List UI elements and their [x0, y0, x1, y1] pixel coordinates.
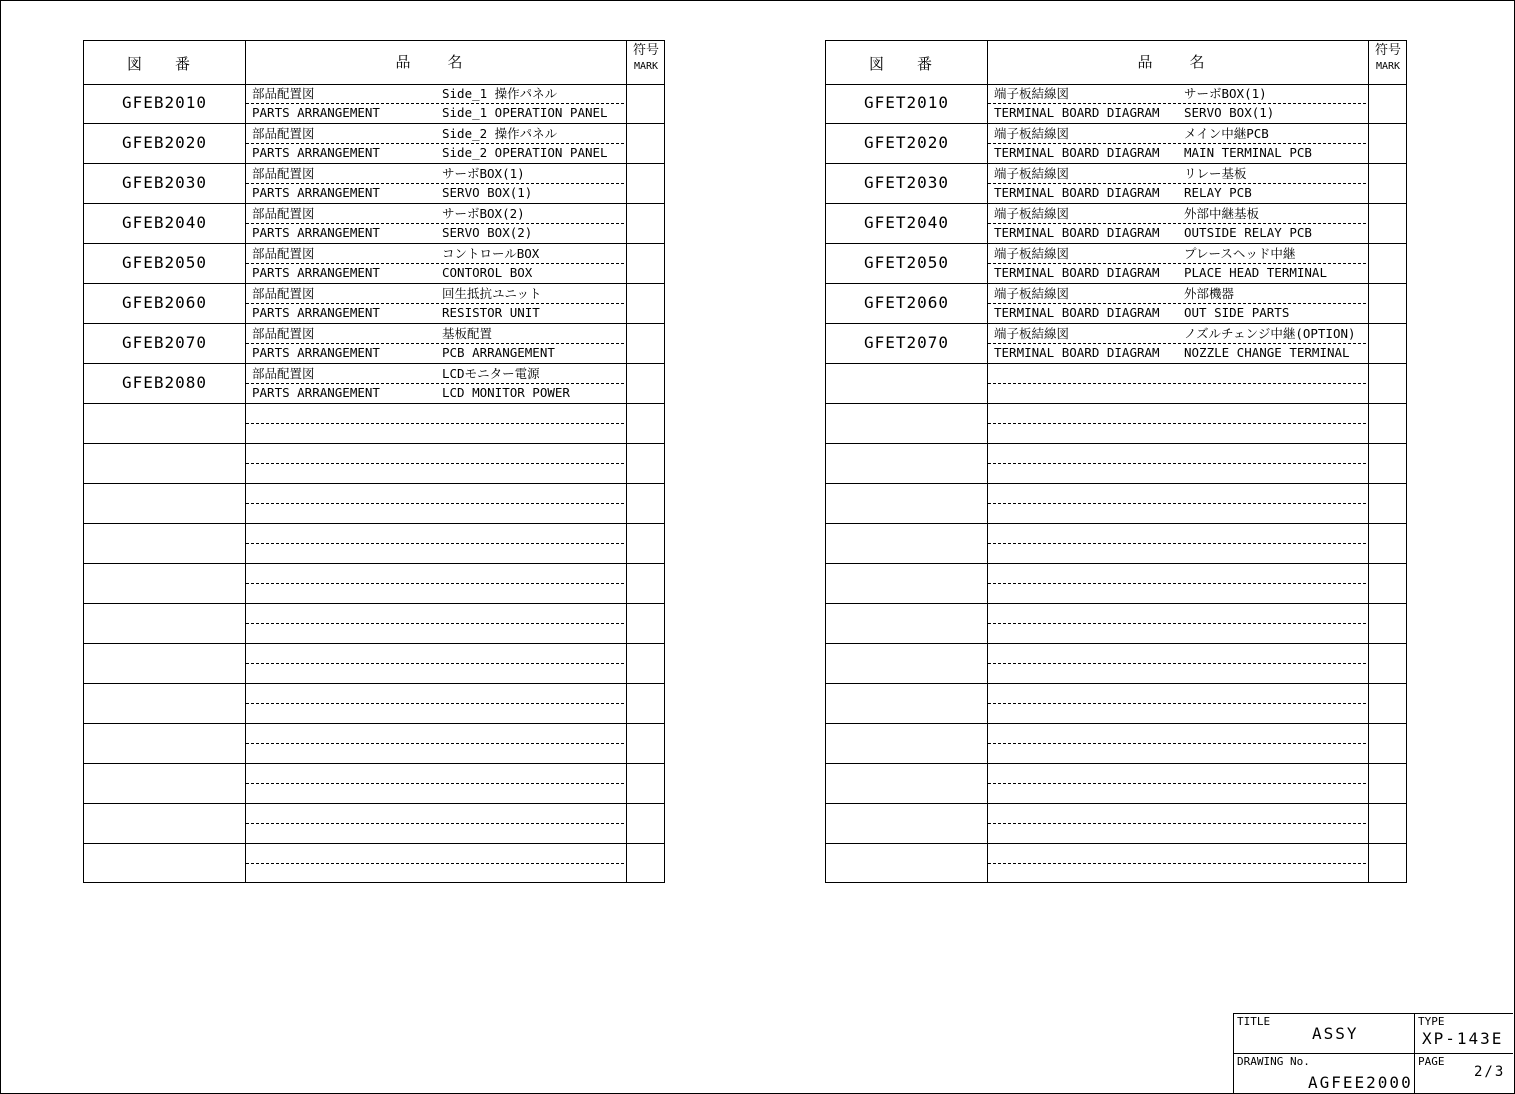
dash-line [246, 543, 624, 544]
name-en-type: PARTS ARRANGEMENT [252, 185, 380, 200]
table-row [84, 404, 664, 444]
drawing-number: GFEB2030 [121, 173, 208, 192]
table-header [84, 41, 664, 85]
dash-line [246, 663, 624, 664]
name-jp [252, 365, 620, 382]
header-mark [1368, 43, 1408, 75]
name-jp-item: 基板配置 [442, 326, 493, 341]
name-en [994, 304, 1362, 321]
name-jp-type: 端子板結線図 [994, 286, 1070, 301]
type-value: XP-143E [1422, 1029, 1504, 1048]
table-row [826, 84, 1406, 124]
title-block [1233, 1013, 1513, 1093]
name-en [994, 104, 1362, 121]
name-jp-type: 端子板結線図 [994, 206, 1070, 221]
name-jp [994, 325, 1362, 342]
table-row [826, 284, 1406, 324]
name-jp-type: 端子板結線図 [994, 126, 1070, 141]
name-jp-item: 回生抵抗ユニット [442, 286, 542, 301]
name-jp-type: 部品配置図 [252, 86, 315, 101]
drawing-number: GFEB2060 [121, 293, 208, 312]
name-en-item: OUTSIDE RELAY PCB [1184, 225, 1312, 240]
name-jp-type: 端子板結線図 [994, 246, 1070, 261]
dash-line [988, 583, 1366, 584]
name-jp-type: 部品配置図 [252, 126, 315, 141]
table-row [826, 164, 1406, 204]
dash-line [246, 623, 624, 624]
name-jp-item: ノズルチェンジ中継(OPTION) [1184, 326, 1356, 341]
name-jp [994, 285, 1362, 302]
name-en-item: RESISTOR UNIT [442, 305, 540, 320]
drawing-number: GFET2060 [863, 293, 950, 312]
name-jp-type: 端子板結線図 [994, 166, 1070, 181]
table-row [826, 644, 1406, 684]
name-en-type: TERMINAL BOARD DIAGRAM [994, 185, 1160, 200]
table-row [826, 564, 1406, 604]
table-row [826, 684, 1406, 724]
name-en-item: NOZZLE CHANGE TERMINAL [1184, 345, 1350, 360]
dash-line [988, 383, 1366, 384]
name-en-type: PARTS ARRANGEMENT [252, 305, 380, 320]
name-jp-item: 外部機器 [1184, 286, 1235, 301]
table-row [826, 244, 1406, 284]
dash-line [246, 863, 624, 864]
table-row [84, 764, 664, 804]
name-jp-type: 端子板結線図 [994, 326, 1070, 341]
dash-line [988, 783, 1366, 784]
left-drawing-list [83, 40, 665, 883]
dash-line [246, 823, 624, 824]
table-row [84, 564, 664, 604]
name-en-type: PARTS ARRANGEMENT [252, 265, 380, 280]
name-jp-item: サーボBOX(1) [1184, 86, 1267, 101]
name-en [252, 304, 620, 321]
name-en-type: PARTS ARRANGEMENT [252, 225, 380, 240]
dash-line [246, 463, 624, 464]
right-drawing-list [825, 40, 1407, 883]
dash-line [246, 743, 624, 744]
name-jp-item: サーボBOX(1) [442, 166, 525, 181]
table-row [826, 404, 1406, 444]
name-jp [252, 205, 620, 222]
name-en-item: RELAY PCB [1184, 185, 1252, 200]
table-row [84, 804, 664, 844]
drawing-number: GFET2070 [863, 333, 950, 352]
dash-line [988, 863, 1366, 864]
dash-line [246, 423, 624, 424]
title-block-divider-h [1234, 1053, 1513, 1054]
dash-line [988, 503, 1366, 504]
name-jp [994, 205, 1362, 222]
name-jp-type: 部品配置図 [252, 206, 315, 221]
name-en [252, 144, 620, 161]
name-jp [252, 85, 620, 102]
name-jp-type: 部品配置図 [252, 246, 315, 261]
table-row [826, 124, 1406, 164]
name-en [252, 104, 620, 121]
header-fig: 図 番 [126, 55, 203, 73]
table-row [826, 764, 1406, 804]
table-row [826, 844, 1406, 884]
table-row [84, 444, 664, 484]
name-en [252, 224, 620, 241]
header-fig: 図 番 [868, 55, 945, 73]
title-value: ASSY [1312, 1024, 1359, 1043]
table-row [84, 164, 664, 204]
name-en [994, 144, 1362, 161]
type-label: TYPE [1418, 1015, 1445, 1028]
name-en [994, 184, 1362, 201]
name-en [252, 184, 620, 201]
name-en-type: TERMINAL BOARD DIAGRAM [994, 225, 1160, 240]
name-jp-item: リレー基板 [1184, 166, 1247, 181]
header-mark-en: MARK [633, 61, 659, 72]
table-row [84, 324, 664, 364]
dash-line [988, 463, 1366, 464]
drawing-number: GFEB2070 [121, 333, 208, 352]
name-en-item: OUT SIDE PARTS [1184, 305, 1290, 320]
name-jp [252, 245, 620, 262]
name-jp [994, 85, 1362, 102]
name-en-item: LCD MONITOR POWER [442, 385, 570, 400]
name-en-type: TERMINAL BOARD DIAGRAM [994, 345, 1160, 360]
header-mark-jp: 符号 [1374, 43, 1401, 58]
table-row [826, 484, 1406, 524]
name-jp-type: 部品配置図 [252, 286, 315, 301]
dash-line [246, 583, 624, 584]
name-en-type: TERMINAL BOARD DIAGRAM [994, 305, 1160, 320]
name-jp [994, 165, 1362, 182]
name-jp-item: サーボBOX(2) [442, 206, 525, 221]
drawing-number: GFET2010 [863, 93, 950, 112]
name-jp [994, 125, 1362, 142]
header-name: 品 名 [1137, 53, 1219, 71]
name-jp-item: 外部中継基板 [1184, 206, 1260, 221]
header-mark-jp: 符号 [632, 43, 659, 58]
table-row [84, 684, 664, 724]
name-en-type: TERMINAL BOARD DIAGRAM [994, 265, 1160, 280]
name-jp [994, 245, 1362, 262]
dash-line [988, 703, 1366, 704]
name-jp [252, 165, 620, 182]
name-jp-item: Side_1 操作パネル [442, 86, 558, 101]
name-en-item: Side_2 OPERATION PANEL [442, 145, 608, 160]
dash-line [246, 503, 624, 504]
name-en-type: PARTS ARRANGEMENT [252, 145, 380, 160]
name-en-item: CONTOROL BOX [442, 265, 533, 280]
page-value: 2/3 [1474, 1064, 1506, 1080]
name-jp-type: 部品配置図 [252, 366, 315, 381]
table-row [84, 524, 664, 564]
name-en [994, 344, 1362, 361]
name-jp-type: 端子板結線図 [994, 86, 1070, 101]
name-jp-type: 部品配置図 [252, 166, 315, 181]
table-row [826, 364, 1406, 404]
table-row [84, 844, 664, 884]
table-row [84, 84, 664, 124]
name-en [252, 344, 620, 361]
table-row [826, 804, 1406, 844]
drawing-number: GFEB2080 [121, 373, 208, 392]
header-name: 品 名 [395, 53, 477, 71]
name-en-type: PARTS ARRANGEMENT [252, 105, 380, 120]
name-jp-item: Side_2 操作パネル [442, 126, 558, 141]
drawing-number: GFET2020 [863, 133, 950, 152]
table-row [826, 604, 1406, 644]
name-en-item: Side_1 OPERATION PANEL [442, 105, 608, 120]
table-row [84, 124, 664, 164]
table-row [84, 244, 664, 284]
table-row [84, 604, 664, 644]
name-en-type: TERMINAL BOARD DIAGRAM [994, 105, 1160, 120]
name-en-item: PCB ARRANGEMENT [442, 345, 555, 360]
table-row [84, 364, 664, 404]
name-en [252, 384, 620, 401]
dash-line [988, 423, 1366, 424]
page-label: PAGE [1418, 1055, 1445, 1068]
dash-line [988, 743, 1366, 744]
name-en-type: PARTS ARRANGEMENT [252, 345, 380, 360]
table-row [826, 204, 1406, 244]
name-en [994, 224, 1362, 241]
drawing-number: GFEB2050 [121, 253, 208, 272]
drawing-number: GFET2030 [863, 173, 950, 192]
drawing-number: GFEB2010 [121, 93, 208, 112]
drawing-number-label: DRAWING No. [1237, 1055, 1310, 1068]
table-row [826, 524, 1406, 564]
dash-line [988, 663, 1366, 664]
table-header [826, 41, 1406, 85]
name-en-item: MAIN TERMINAL PCB [1184, 145, 1312, 160]
dash-line [246, 783, 624, 784]
title-label: TITLE [1237, 1015, 1271, 1028]
name-jp [252, 125, 620, 142]
name-en-item: PLACE HEAD TERMINAL [1184, 265, 1327, 280]
table-row [826, 324, 1406, 364]
drawing-number: GFET2040 [863, 213, 950, 232]
table-row [826, 724, 1406, 764]
table-row [84, 644, 664, 684]
drawing-number: GFEB2020 [121, 133, 208, 152]
name-jp-item: プレースヘッド中継 [1184, 246, 1296, 261]
table-row [84, 724, 664, 764]
table-row [84, 284, 664, 324]
header-mark-en: MARK [1375, 61, 1401, 72]
name-en-item: SERVO BOX(1) [442, 185, 533, 200]
dash-line [988, 543, 1366, 544]
name-jp-type: 部品配置図 [252, 326, 315, 341]
drawing-number: GFET2050 [863, 253, 950, 272]
dash-line [988, 623, 1366, 624]
name-en-item: SERVO BOX(2) [442, 225, 533, 240]
drawing-number-value: AGFEE2000 [1308, 1073, 1413, 1092]
name-jp-item: コントロールBOX [442, 246, 540, 261]
header-mark [626, 43, 666, 75]
name-en-item: SERVO BOX(1) [1184, 105, 1275, 120]
table-row [84, 204, 664, 244]
name-en [252, 264, 620, 281]
name-jp-item: LCDモニター電源 [442, 366, 540, 381]
table-row [84, 484, 664, 524]
dash-line [988, 823, 1366, 824]
name-jp-item: メイン中継PCB [1184, 126, 1269, 141]
name-en [994, 264, 1362, 281]
dash-line [246, 703, 624, 704]
name-jp [252, 325, 620, 342]
name-en-type: TERMINAL BOARD DIAGRAM [994, 145, 1160, 160]
name-jp [252, 285, 620, 302]
drawing-number: GFEB2040 [121, 213, 208, 232]
name-en-type: PARTS ARRANGEMENT [252, 385, 380, 400]
table-row [826, 444, 1406, 484]
